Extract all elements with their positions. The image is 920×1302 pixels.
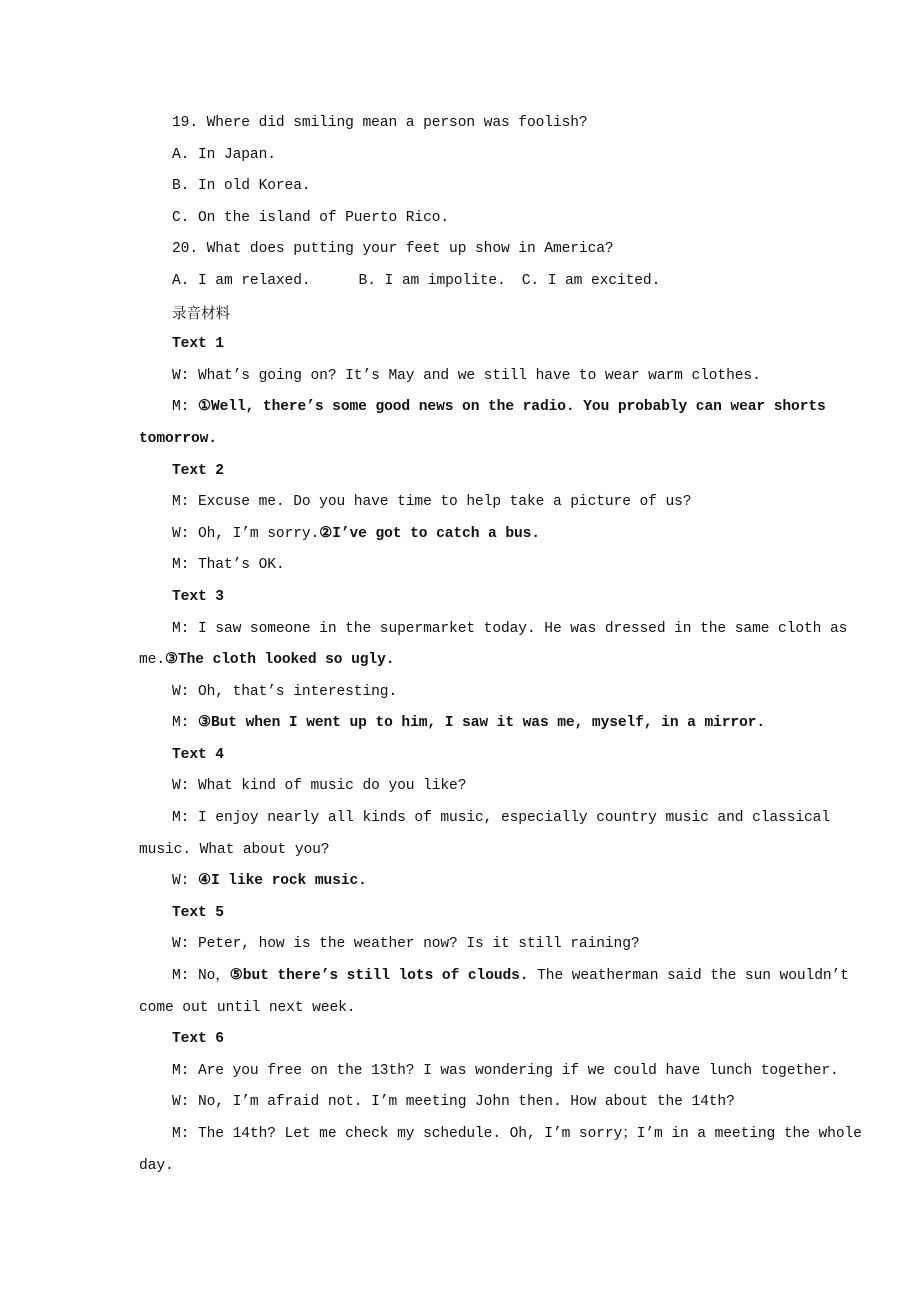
key-sentence: ②I’ve got to catch a bus. [319,525,540,542]
question-20-options [139,266,829,298]
question-20-stem: 20. What does putting your feet up show in America? [172,241,614,258]
question-19-option-c: C. On the island of Puerto Rico. [172,209,450,226]
speaker-label: M: [172,715,198,732]
text-4-line-1: W: What kind of music do you like? [172,778,467,795]
document-page [139,108,862,1182]
speaker-text-suffix: The weatherman said the sun wouldn’t [528,968,849,985]
text-1-line-1: W: What’s going on? It’s May and we still have to wear warm clothes. [172,367,761,384]
section-title: 录音材料 [172,304,230,322]
text-1-line-2-cont: tomorrow. [139,430,217,447]
text-2-line-3: M: That’s OK. [172,557,285,574]
text-4-line-2-cont: music. What about you? [139,841,330,858]
question-20-option-b: B. I am impolite. [358,272,506,289]
key-sentence: ④I like rock music. [197,873,367,890]
text-2-line-2 [139,519,829,551]
key-sentence: ③But when I went up to him, I saw it was me, myself, in a mirror. [197,715,766,732]
question-20-option-c: C. I am excited. [521,272,661,289]
text-6-line-3-cont: day. [139,1157,174,1174]
text-5-title: Text 5 [172,904,224,921]
text-3-line-3 [139,708,829,740]
text-6-line-3: M: The 14th? Let me check my schedule. Oh, I’m sorry；I’m in a meeting the whole [172,1126,862,1142]
key-sentence: ⑤but there’s still lots of clouds. [229,968,529,985]
speaker-text: M: No， [172,968,230,985]
text-1-title: Text 1 [172,336,224,353]
key-sentence: ①Well, there’s some good news on the radio. You probably can wear shorts [197,399,826,416]
text-3-title: Text 3 [172,588,224,605]
text-6-line-2: W: No, I’m afraid not. I’m meeting John then. How about the 14th? [172,1094,735,1111]
text-5-line-2 [139,961,849,993]
text-4-title: Text 4 [172,746,224,763]
text-3-line-1-cont [139,645,829,677]
question-20-option-a: A. I am relaxed. [172,272,311,289]
text-6-title: Text 6 [172,1031,224,1048]
text-2-title: Text 2 [172,462,224,479]
question-19-option-a: A. In Japan. [172,146,276,163]
text-2-line-1: M: Excuse me. Do you have time to help take a picture of us? [172,494,692,511]
text-3-line-2: W: Oh, that’s interesting. [172,683,398,700]
speaker-text: me. [139,652,165,669]
speaker-label: M: [172,399,198,416]
text-4-line-3 [139,866,829,898]
text-5-line-2-cont: come out until next week. [139,999,356,1016]
question-19-option-b: B. In old Korea. [172,178,311,195]
question-19-stem: 19. Where did smiling mean a person was foolish? [172,115,588,131]
speaker-label: W: [172,873,198,890]
speaker-text: W: Oh, I’m sorry. [172,525,320,542]
text-3-line-1: M: I saw someone in the supermarket today. He was dressed in the same cloth as [172,620,848,637]
text-6-line-1: M: Are you free on the 13th? I was wondering if we could have lunch together. [172,1062,839,1079]
text-4-line-2: M: I enjoy nearly all kinds of music, especially country music and classical [172,810,830,827]
key-sentence: ③The cloth looked so ugly. [164,652,395,669]
text-1-line-2 [139,392,829,424]
text-5-line-1: W: Peter, how is the weather now? Is it still raining? [172,936,640,953]
